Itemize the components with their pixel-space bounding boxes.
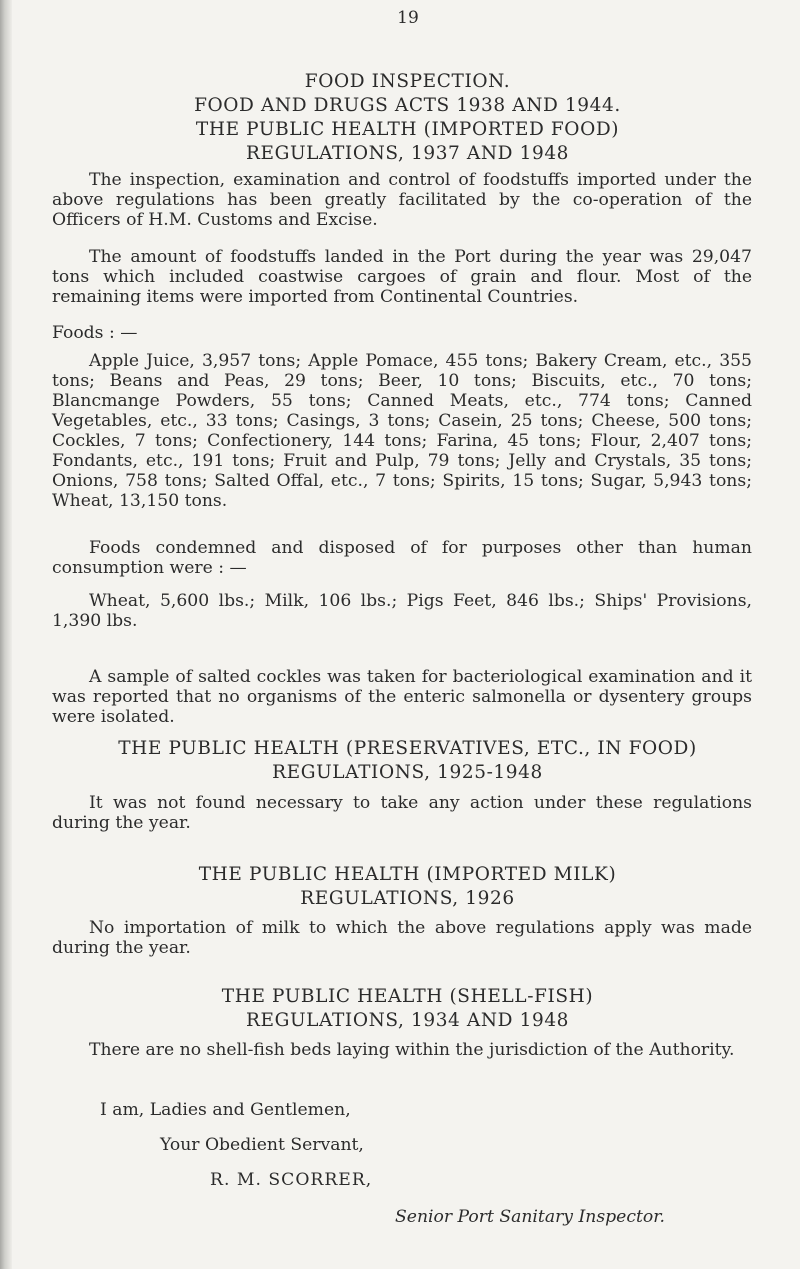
condemned-list: Wheat, 5,600 lbs.; Milk, 106 lbs.; Pigs Feet, 846 lbs.; Ships' Provisions, 1,390 lbs. [52, 591, 752, 631]
paragraph-condemned: Foods condemned and disposed of for purposes other than human consumption were : — [52, 538, 752, 578]
heading-imported-food: THE PUBLIC HEALTH (IMPORTED FOOD) [195, 119, 620, 140]
main-heading [40, 70, 775, 166]
section-shell-fish-heading: THE PUBLIC HEALTH (SHELL-FISH) REGULATIONS, 1934 AND 1948 [221, 986, 594, 1031]
paragraph-cockles-sample: A sample of salted cockles was taken for bacteriological examination and it was reported that no organisms of the enteric salmonella or dysentery groups were isolated. [52, 667, 752, 727]
heading-food-drugs-acts: FOOD AND DRUGS ACTS 1938 AND 1944. [194, 95, 621, 116]
closing-salutation: I am, Ladies and Gentlemen, [100, 1100, 351, 1120]
paragraph-amount-landed: The amount of foodstuffs landed in the Port during the year was 29,047 tons which included coastwise cargoes of grain and flour. Most of the remaining items were imported from Continental Countries. [52, 247, 752, 307]
page-binding-edge [0, 0, 12, 1269]
section-preservatives-heading: THE PUBLIC HEALTH (PRESERVATIVES, ETC., IN FOOD) REGULATIONS, 1925-1948 [118, 738, 697, 783]
section-preservatives-text: It was not found necessary to take any action under these regulations during the year. [52, 793, 752, 833]
section-shell-fish-text: There are no shell-fish beds laying within the jurisdiction of the Authority. [89, 1040, 735, 1060]
heading-regulations-1937: REGULATIONS, 1937 AND 1948 [245, 143, 570, 164]
page-number: 19 [397, 8, 419, 28]
heading-food-inspection: FOOD INSPECTION. [304, 71, 511, 92]
foods-list: Apple Juice, 3,957 tons; Apple Pomace, 455 tons; Bakery Cream, etc., 355 tons; Beans and Peas, 29 tons; Beer, 10 tons; Biscuits, etc., 70 tons; Blancmange Powders, 55 tons; Canned Meats, etc., 774 tons; Canned Vegetables, etc., 33 tons; Casings, 3 tons; Casein, 25 tons; Cheese, 500 tons; Cockles, 7 tons; Confectionery, 144 tons; Farina, 45 tons; Flour, 2,407 tons; Fondants, etc., 191 tons; Fruit and Pulp, 79 tons; Jelly and Crystals, 35 tons; Onions, 758 tons; Salted Offal, etc., 7 tons; Spirits, 15 tons; Sugar, 5,943 tons; Wheat, 13,150 tons. [52, 351, 752, 511]
foods-label: Foods : — [52, 323, 138, 343]
signatory-name: R. M. SCORRER, [210, 1170, 373, 1190]
signatory-title: Senior Port Sanitary Inspector. [395, 1207, 665, 1227]
section-imported-milk-heading: THE PUBLIC HEALTH (IMPORTED MILK) REGULATIONS, 1926 [198, 864, 617, 909]
closing-servant: Your Obedient Servant, [160, 1135, 364, 1155]
section-imported-milk-text: No importation of milk to which the above regulations apply was made during the year. [52, 918, 752, 958]
paragraph-inspection: The inspection, examination and control of foodstuffs imported under the above regulations has been greatly facilitated by the co-operation of the Officers of H.M. Customs and Excise. [52, 170, 752, 230]
